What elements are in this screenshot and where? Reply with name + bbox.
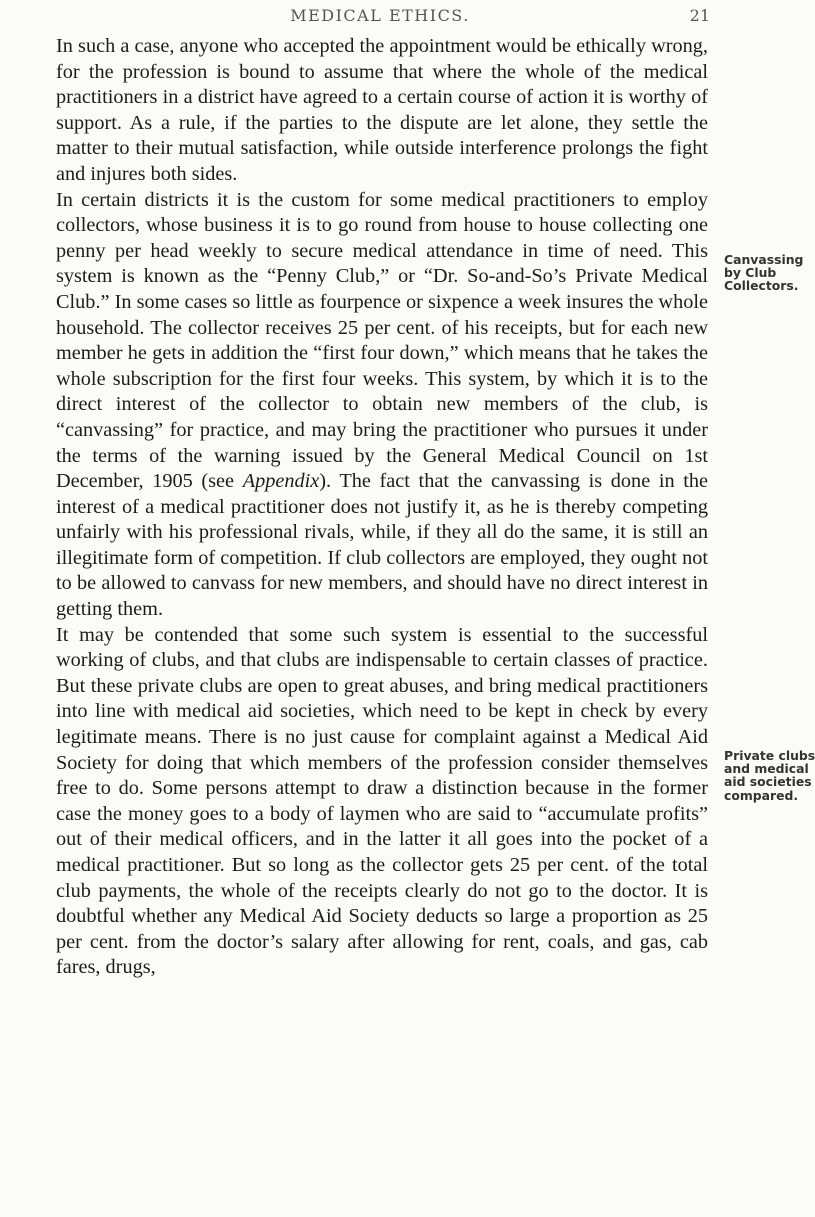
margin-note-line: Private clubs (724, 748, 815, 763)
paragraph-private-clubs: It may be contended that some such system is essential to the successful working of clubs, and that clubs are indispensable to certain classes of practice. But these private clubs are open to great abuses, and bring medical practitioners into line with medical aid societies, which need to be kept in check by every legitimate means. There is no just cause for complaint against a Medical Aid Society for doing that which members of the profession consider themselves free to do. Some persons attempt to draw a distinction because in the former case the money goes to a body of laymen who are said to “accumulate profits” out of their medical officers, and in the latter it all goes into the pocket of a medical practitioner. But so long as the collector gets 25 per cent. of the total club payments, the whole of the receipts clearly do not go to the doctor. It is doubtful whether any Medical Aid Society deducts so large a proportion as 25 per cent. from the doctor’s salary after allowing for rent, coals, and gas, cab fares, drugs, (56, 623, 708, 979)
margin-note-line: and medical (724, 761, 809, 777)
appendix-reference: Appendix (242, 470, 320, 493)
body-text (56, 34, 708, 981)
margin-note-line: compared. (724, 787, 799, 803)
margin-note-private-clubs (724, 748, 815, 803)
penny-club-text-continued: ). The fact that the canvassing is done in the interest of a medical practitioner does not justify it, as he is thereby competing unfairly with his professional rivals, while, if they all do the same, it is still an illegitimate form of competition. If club collectors are employed, they ought not to be allowed to canvass for new members, and should have no direct interest in getting them. (56, 470, 709, 621)
page-number: 21 (689, 6, 710, 25)
running-head (50, 6, 710, 36)
paragraph-penny-club (56, 188, 708, 623)
margin-note-line: Canvassing (724, 252, 804, 267)
paragraph-dispute: In such a case, anyone who accepted the appointment would be ethically wrong, for the profession is bound to assume that where the whole of the medical practitioners in a district have agreed to a certain course of action it is worthy of support. As a rule, if the parties to the dispute are let alone, they settle the matter to their mutual satisfaction, while outside interference prolongs the fight and injures both sides. (56, 35, 708, 185)
margin-note-line: Collectors. (724, 278, 799, 294)
margin-note-canvassing (724, 252, 804, 294)
running-head-title: MEDICAL ETHICS. (290, 6, 470, 25)
margin-note-line: by Club (724, 265, 777, 281)
margin-note-line: aid societies (724, 774, 812, 790)
penny-club-text: In certain districts it is the custom for some medical practitioners to employ collectors, whose business it is to go round from house to house collecting one penny per head weekly to secure medical attendance in time of need. This system is known as the “Penny Club,” or “Dr. So-and-So’s Private Medical Club.” In some cases so little as fourpence or sixpence a week insures the whole household. The collector receives 25 per cent. of his receipts, but for each new member he gets in addition the “first four down,” which means that he takes the whole subscription for the first four weeks. This system, by which it is to the direct interest of the collector to obtain new members of the club, is “canvassing” for practice, and may bring the practitioner who pursues it under the terms of the warning issued by the General Medical Council on 1st December, 1905 (see (56, 188, 708, 493)
